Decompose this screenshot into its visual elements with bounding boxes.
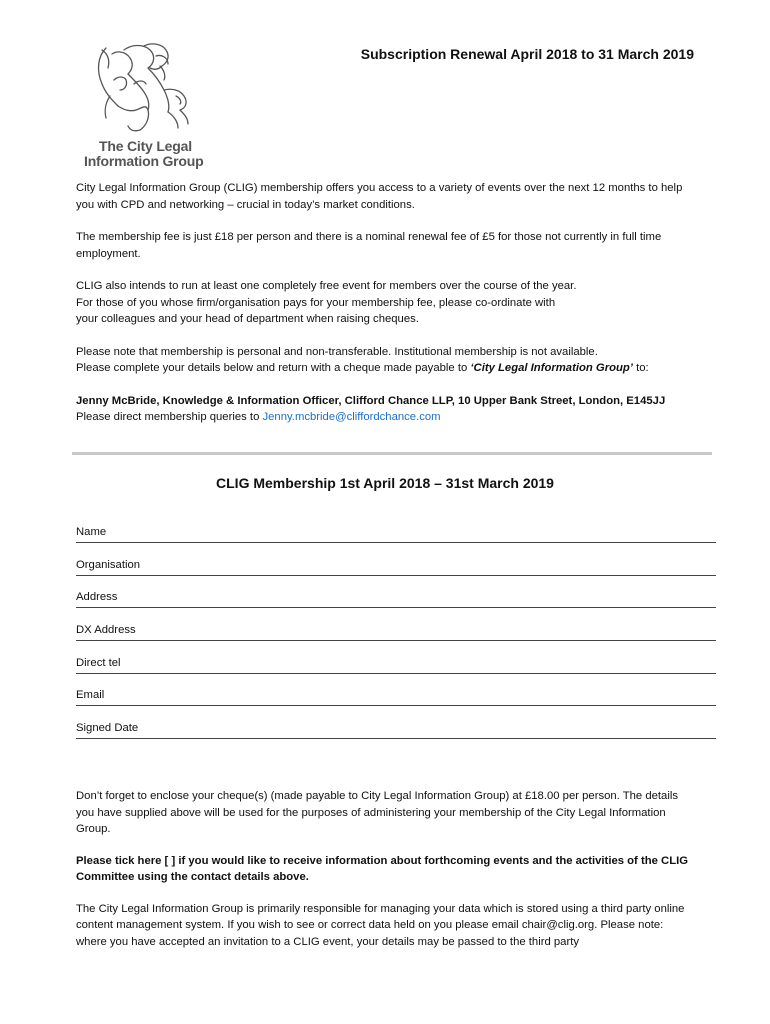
intro-p4-line2: Please complete your details below and return with a cheque made payable to	[76, 362, 471, 374]
signed-date-field[interactable]	[76, 720, 716, 753]
email-label: Email	[76, 689, 105, 702]
dx-address-line	[76, 640, 716, 641]
email-line	[76, 705, 716, 706]
signed-date-label: Signed Date	[76, 722, 139, 735]
email-field[interactable]	[76, 687, 716, 720]
name-field[interactable]	[76, 524, 716, 557]
intro-paragraph-1: City Legal Information Group (CLIG) membership offers you access to a variety of events over the next 12 months to help you with CPD and networking – crucial in today’s market conditions.	[76, 182, 683, 211]
address-field[interactable]	[76, 589, 716, 622]
organisation-field[interactable]	[76, 557, 716, 590]
intro-paragraph-4	[76, 344, 696, 377]
logo-text-line2: Information Group	[84, 153, 204, 169]
intro-p4-end: to:	[632, 362, 649, 374]
dx-address-label: DX Address	[76, 624, 136, 637]
organisation-line	[76, 575, 716, 576]
membership-form	[76, 524, 716, 753]
footer-section	[76, 788, 696, 965]
address-label: Address	[76, 591, 118, 604]
footer-paragraph-1: Don’t forget to enclose your cheque(s) (made payable to City Legal Information Group) at £18.00 per person. The details you have supplied above will be used for the purposes of administering your membership of the City Legal Information Group.	[76, 790, 679, 835]
intro-p4-line1: Please note that membership is personal and non-transferable. Institutional membership is not available.	[76, 345, 598, 358]
contact-block	[76, 393, 696, 426]
clig-logo	[84, 40, 219, 169]
intro-section	[76, 180, 696, 442]
queries-text: Please direct membership queries to	[76, 411, 263, 423]
griffin-icon	[84, 40, 194, 135]
page-title: Subscription Renewal April 2018 to 31 March 2019	[360, 46, 694, 62]
signed-date-line	[76, 738, 716, 739]
intro-paragraph-3	[76, 278, 696, 328]
form-title: CLIG Membership 1st April 2018 – 31st March 2019	[216, 475, 554, 491]
footer-tick-paragraph: Please tick here [ ] if you would like to receive information about forthcoming events and the activities of the CLIG Committee using the contact details above.	[76, 854, 689, 883]
logo-text-line1: The City Legal	[99, 138, 192, 154]
name-line	[76, 542, 716, 543]
organisation-label: Organisation	[76, 558, 141, 571]
direct-tel-label: Direct tel	[76, 656, 121, 669]
address-line	[76, 607, 716, 608]
intro-p3-line3: your colleagues and your head of department when raising cheques.	[76, 313, 419, 325]
name-label: Name	[76, 526, 107, 538]
direct-tel-field[interactable]	[76, 655, 716, 688]
direct-tel-line	[76, 673, 716, 674]
footer-paragraph-3: The City Legal Information Group is primarily responsible for managing your data which is stored using a third party online content management system. If you wish to see or correct data held on you please email chair@clig.org. Please note: where you have accepted an invitation to a CLIG event, your details may be passed to the third party	[76, 902, 685, 948]
intro-paragraph-2: The membership fee is just £18 per person and there is a nominal renewal fee of £5 for those not currently in full time employment.	[76, 231, 662, 260]
dx-address-field[interactable]	[76, 622, 716, 655]
postal-address: Jenny McBride, Knowledge & Information Officer, Clifford Chance LLP, 10 Upper Bank Street, London, E145JJ	[76, 394, 666, 407]
section-divider	[72, 452, 712, 455]
intro-p3-line1: CLIG also intends to run at least one completely free event for members over the course of the year.	[76, 280, 577, 292]
payee-name: ‘City Legal Information Group’	[470, 362, 633, 374]
queries-email-link[interactable]: Jenny.mcbride@cliffordchance.com	[262, 411, 441, 423]
intro-p3-line2: For those of you whose firm/organisation pays for your membership fee, please co-ordinate with	[76, 296, 556, 309]
